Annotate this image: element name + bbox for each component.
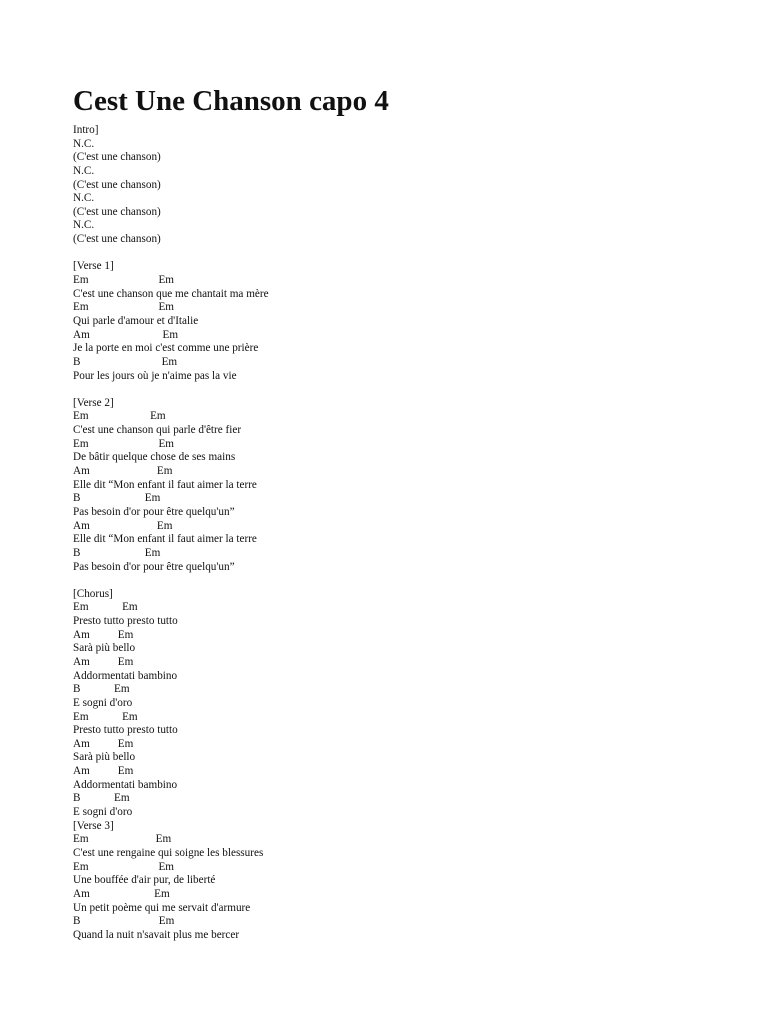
lyric-line: B Em	[73, 683, 130, 696]
lyric-line: Am Em	[73, 887, 170, 900]
lyric-line: [Verse 3]	[73, 819, 114, 832]
lyric-line: B Em	[73, 492, 161, 505]
lyric-line: Em Em	[73, 274, 174, 287]
lyric-line: Em Em	[73, 410, 166, 423]
lyric-line	[73, 574, 733, 588]
lyric-line: De bâtir quelque chose de ses mains	[73, 451, 236, 464]
lyric-line: Em Em	[73, 860, 174, 873]
lyric-line: Em Em	[73, 833, 172, 846]
lyric-line: Addormentati bambino	[73, 669, 178, 682]
lyric-line: Pour les jours où je n'aime pas la vie	[73, 369, 237, 382]
lyric-line: Am Em	[73, 465, 173, 478]
lyrics-page	[73, 82, 733, 942]
lyric-line: E sogni d'oro	[73, 696, 133, 709]
lyric-line: Elle dit “Mon enfant il faut aimer la terre	[73, 478, 257, 491]
lyric-line: (C'est une chanson)	[73, 151, 161, 164]
lyric-line: Sarà più bello	[73, 642, 136, 655]
lyric-line: N.C.	[73, 137, 95, 150]
lyric-line: Pas besoin d'or pour être quelqu'un”	[73, 505, 235, 518]
lyric-line: Em Em	[73, 710, 138, 723]
lyric-line: B Em	[73, 546, 161, 559]
lyric-line: Em Em	[73, 601, 138, 614]
lyric-line: B Em	[73, 792, 130, 805]
lyric-line: N.C.	[73, 192, 95, 205]
lyric-line: Pas besoin d'or pour être quelqu'un”	[73, 560, 235, 573]
lyric-line: E sogni d'oro	[73, 806, 133, 819]
lyric-line: N.C.	[73, 164, 95, 177]
lyric-line: C'est une rengaine qui soigne les blessures	[73, 846, 264, 859]
lyric-line: Intro]	[73, 124, 99, 136]
lyric-line: Am Em	[73, 765, 134, 778]
lyric-line: C'est une chanson que me chantait ma mère	[73, 287, 269, 300]
lyric-line: Je la porte en moi c'est comme une prière	[73, 342, 259, 355]
lyric-line: Un petit poème qui me servait d'armure	[73, 901, 251, 914]
lyric-line: (C'est une chanson)	[73, 205, 161, 218]
lyric-line: Am Em	[73, 655, 134, 668]
page-title: Cest Une Chanson capo 4	[73, 85, 389, 117]
lyric-line: Elle dit “Mon enfant il faut aimer la terre	[73, 533, 257, 546]
lyric-line: Presto tutto presto tutto	[73, 615, 178, 628]
lyric-line: Am Em	[73, 519, 173, 532]
lyric-line: Em Em	[73, 301, 174, 314]
lyric-line: Am Em	[73, 628, 134, 641]
lyric-line: Em Em	[73, 437, 174, 450]
lyric-line: Quand la nuit n'savait plus me bercer	[73, 928, 240, 941]
lyric-line: Sarà più bello	[73, 751, 136, 764]
lyric-line: Am Em	[73, 328, 179, 341]
lyric-line: (C'est une chanson)	[73, 233, 161, 246]
lyric-line: Addormentati bambino	[73, 778, 178, 791]
lyric-line: [Verse 1]	[73, 260, 114, 273]
lyric-line: Presto tutto presto tutto	[73, 724, 178, 737]
lyric-line: C'est une chanson qui parle d'être fier	[73, 424, 242, 437]
lyric-line: N.C.	[73, 219, 95, 232]
lyric-line: Une bouffée d'air pur, de liberté	[73, 874, 216, 887]
lyrics-body	[73, 124, 733, 942]
lyric-line	[73, 383, 733, 397]
lyric-line: B Em	[73, 355, 178, 368]
lyric-line: Am Em	[73, 737, 134, 750]
lyric-line: Qui parle d'amour et d'Italie	[73, 314, 199, 327]
lyric-line: [Chorus]	[73, 587, 113, 600]
lyric-line	[73, 247, 733, 261]
lyric-line: B Em	[73, 915, 175, 928]
lyric-line: (C'est une chanson)	[73, 178, 161, 191]
lyric-line: [Verse 2]	[73, 396, 114, 409]
